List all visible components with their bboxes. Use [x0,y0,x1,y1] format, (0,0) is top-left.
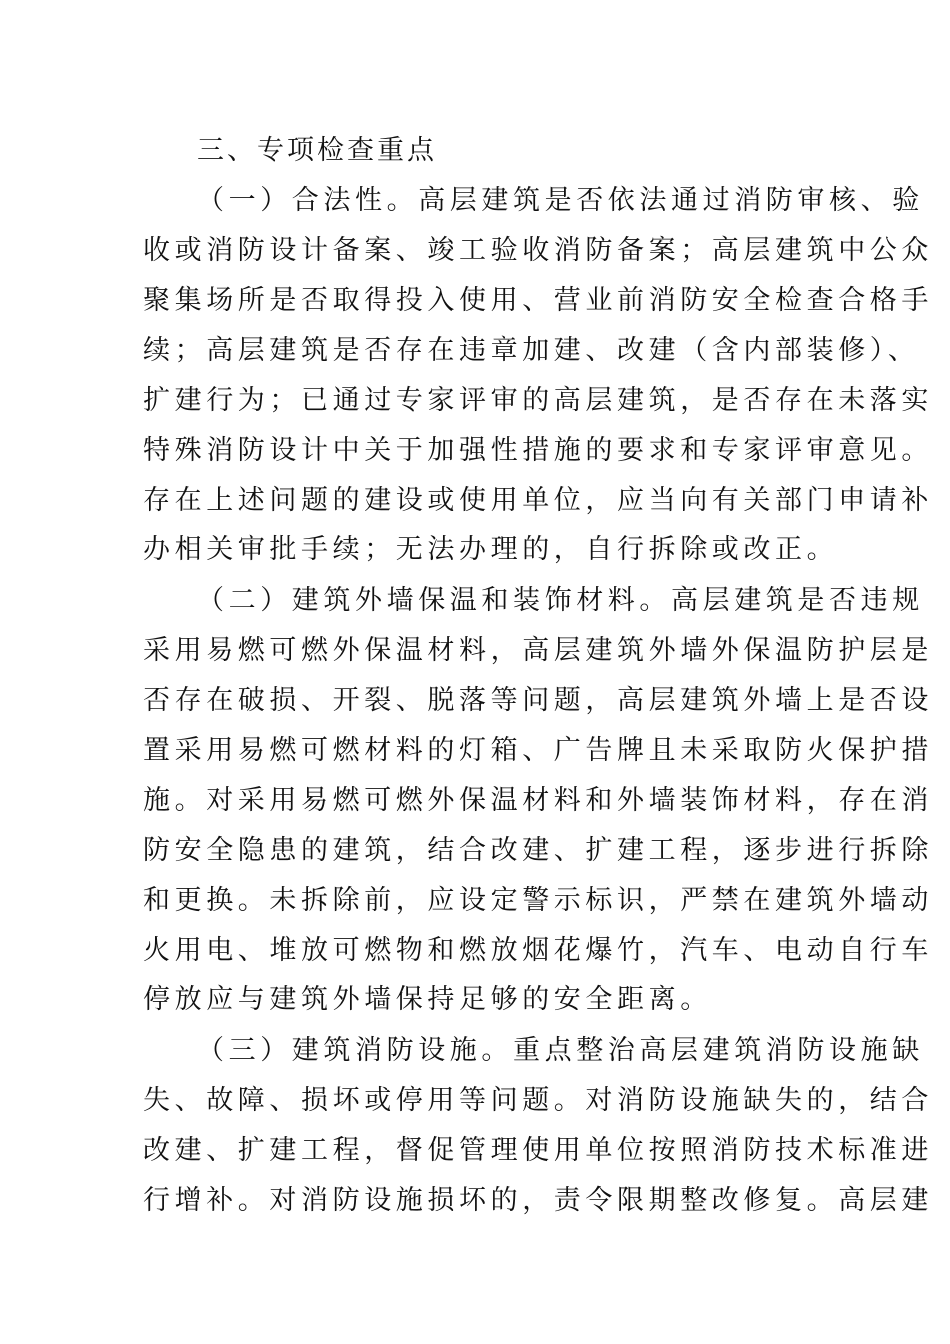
paragraph-1-line-8: 办相关审批手续；无法办理的，自行拆除或改正。 [143,534,839,565]
paragraph-3-line-2: 失、故障、损坏或停用等问题。对消防设施缺失的，结合 [143,1085,933,1116]
paragraph-1-line-1: （一）合法性。高层建筑是否依法通过消防审核、验 [197,185,924,216]
paragraph-2-line-6: 防安全隐患的建筑，结合改建、扩建工程，逐步进行拆除 [143,835,933,866]
paragraph-2-line-3: 否存在破损、开裂、脱落等问题，高层建筑外墙上是否设 [143,685,933,716]
paragraph-3-line-1: （三）建筑消防设施。重点整治高层建筑消防设施缺 [197,1035,924,1066]
paragraph-2-line-1: （二）建筑外墙保温和装饰材料。高层建筑是否违规 [197,585,924,616]
paragraph-1-line-5: 扩建行为；已通过专家评审的高层建筑，是否存在未落实 [143,385,933,416]
paragraph-2-line-8: 火用电、堆放可燃物和燃放烟花爆竹，汽车、电动自行车 [143,935,933,966]
paragraph-1-line-3: 聚集场所是否取得投入使用、营业前消防安全检查合格手 [143,285,933,316]
paragraph-1-line-2: 收或消防设计备案、竣工验收消防备案；高层建筑中公众 [143,235,933,266]
paragraph-2-line-4: 置采用易燃可燃材料的灯箱、广告牌且未采取防火保护措 [143,735,933,766]
paragraph-3-line-4: 行增补。对消防设施损坏的，责令限期整改修复。高层建 [143,1185,933,1216]
section-heading: 三、专项检查重点 [197,135,437,166]
paragraph-3-line-3: 改建、扩建工程，督促管理使用单位按照消防技术标准进 [143,1135,933,1166]
paragraph-1-line-7: 存在上述问题的建设或使用单位，应当向有关部门申请补 [143,485,933,516]
paragraph-2-line-2: 采用易燃可燃外保温材料，高层建筑外墙外保温防护层是 [143,635,933,666]
paragraph-2-line-5: 施。对采用易燃可燃外保温材料和外墙装饰材料，存在消 [143,785,933,816]
paragraph-2-line-9: 停放应与建筑外墙保持足够的安全距离。 [143,984,712,1015]
paragraph-1-line-4: 续；高层建筑是否存在违章加建、改建（含内部装修）、 [143,335,920,366]
paragraph-1-line-6: 特殊消防设计中关于加强性措施的要求和专家评审意见。 [143,435,933,466]
paragraph-2-line-7: 和更换。未拆除前，应设定警示标识，严禁在建筑外墙动 [143,885,933,916]
